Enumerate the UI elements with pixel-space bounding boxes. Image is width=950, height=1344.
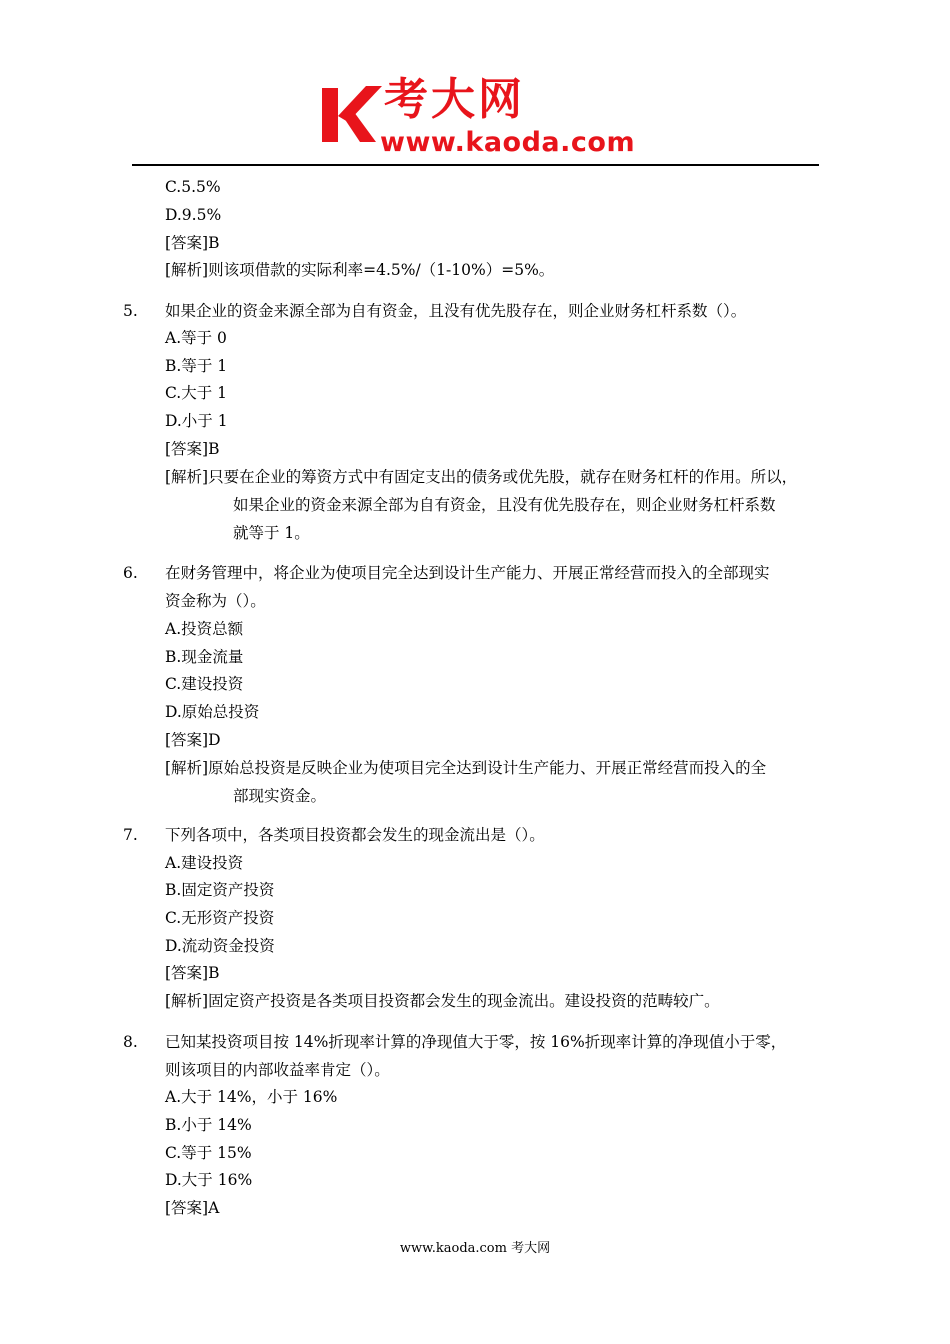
q5-option-c: C.大于 1 bbox=[165, 384, 228, 402]
prev-option-c: C.5.5% bbox=[165, 178, 221, 196]
q8-stem-line1: 已知某投资项目按 14%折现率计算的净现值大于零，按 16%折现率计算的净现值小于零， bbox=[165, 1033, 787, 1051]
q7-stem: 下列各项中，各类项目投资都会发生的现金流出是（）。 bbox=[165, 826, 545, 844]
page-footer: www.kaoda.com 考大网 bbox=[399, 1241, 551, 1256]
q7-option-a: A.建设投资 bbox=[165, 854, 244, 872]
q7-number: 7. bbox=[123, 826, 138, 844]
page-header bbox=[0, 0, 950, 168]
q8-number: 8. bbox=[123, 1033, 138, 1051]
q7-option-d: D.流动资金投资 bbox=[165, 937, 275, 955]
prev-option-d: D.9.5% bbox=[165, 206, 222, 224]
q5-analysis-line3: 就等于 1。 bbox=[233, 524, 310, 542]
logo-url-text: www.kaoda.com bbox=[380, 127, 636, 158]
q7-option-b: B.固定资产投资 bbox=[165, 881, 275, 899]
q6-option-d: D.原始总投资 bbox=[165, 703, 260, 721]
q6-number: 6. bbox=[123, 564, 138, 582]
q6-option-a: A.投资总额 bbox=[165, 620, 244, 638]
q5-answer: [答案]B bbox=[165, 440, 220, 458]
logo-chinese-text: 考大网 bbox=[384, 74, 525, 125]
q5-option-d: D.小于 1 bbox=[165, 412, 228, 430]
q6-analysis-line2: 部现实资金。 bbox=[233, 787, 327, 805]
prev-answer: [答案]B bbox=[165, 234, 220, 252]
q8-option-a: A.大于 14%，小于 16% bbox=[165, 1088, 338, 1106]
logo-k-icon bbox=[318, 82, 382, 148]
q6-option-b: B.现金流量 bbox=[165, 648, 244, 666]
q5-analysis-line1: [解析]只要在企业的筹资方式中有固定支出的债务或优先股，就存在财务杠杆的作用。所以， bbox=[165, 468, 798, 486]
q8-option-c: C.等于 15% bbox=[165, 1144, 252, 1162]
q6-answer: [答案]D bbox=[165, 731, 221, 749]
q8-option-d: D.大于 16% bbox=[165, 1171, 253, 1189]
q6-option-c: C.建设投资 bbox=[165, 675, 244, 693]
q8-answer: [答案]A bbox=[165, 1199, 220, 1217]
q7-answer: [答案]B bbox=[165, 964, 220, 982]
q7-analysis: [解析]固定资产投资是各类项目投资都会发生的现金流出。建设投资的范畴较广。 bbox=[165, 992, 720, 1010]
q6-stem-line1: 在财务管理中，将企业为使项目完全达到设计生产能力、开展正常经营而投入的全部现实 bbox=[165, 564, 770, 582]
q5-option-b: B.等于 1 bbox=[165, 357, 228, 375]
q6-stem-line2: 资金称为（）。 bbox=[165, 592, 266, 610]
q5-analysis-line2: 如果企业的资金来源全部为自有资金，且没有优先股存在，则企业财务杠杆系数 bbox=[233, 496, 776, 514]
q8-stem-line2: 则该项目的内部收益率肯定（）。 bbox=[165, 1061, 390, 1079]
q5-number: 5. bbox=[123, 302, 138, 320]
q7-option-c: C.无形资产投资 bbox=[165, 909, 275, 927]
q5-option-a: A.等于 0 bbox=[165, 329, 227, 347]
prev-analysis: [解析]则该项借款的实际利率=4.5%/（1-10%）=5%。 bbox=[165, 261, 555, 279]
q5-stem: 如果企业的资金来源全部为自有资金，且没有优先股存在，则企业财务杠杆系数（）。 bbox=[165, 302, 747, 320]
q8-option-b: B.小于 14% bbox=[165, 1116, 252, 1134]
q6-analysis-line1: [解析]原始总投资是反映企业为使项目完全达到设计生产能力、开展正常经营而投入的全 bbox=[165, 759, 767, 777]
header-rule bbox=[132, 164, 819, 166]
